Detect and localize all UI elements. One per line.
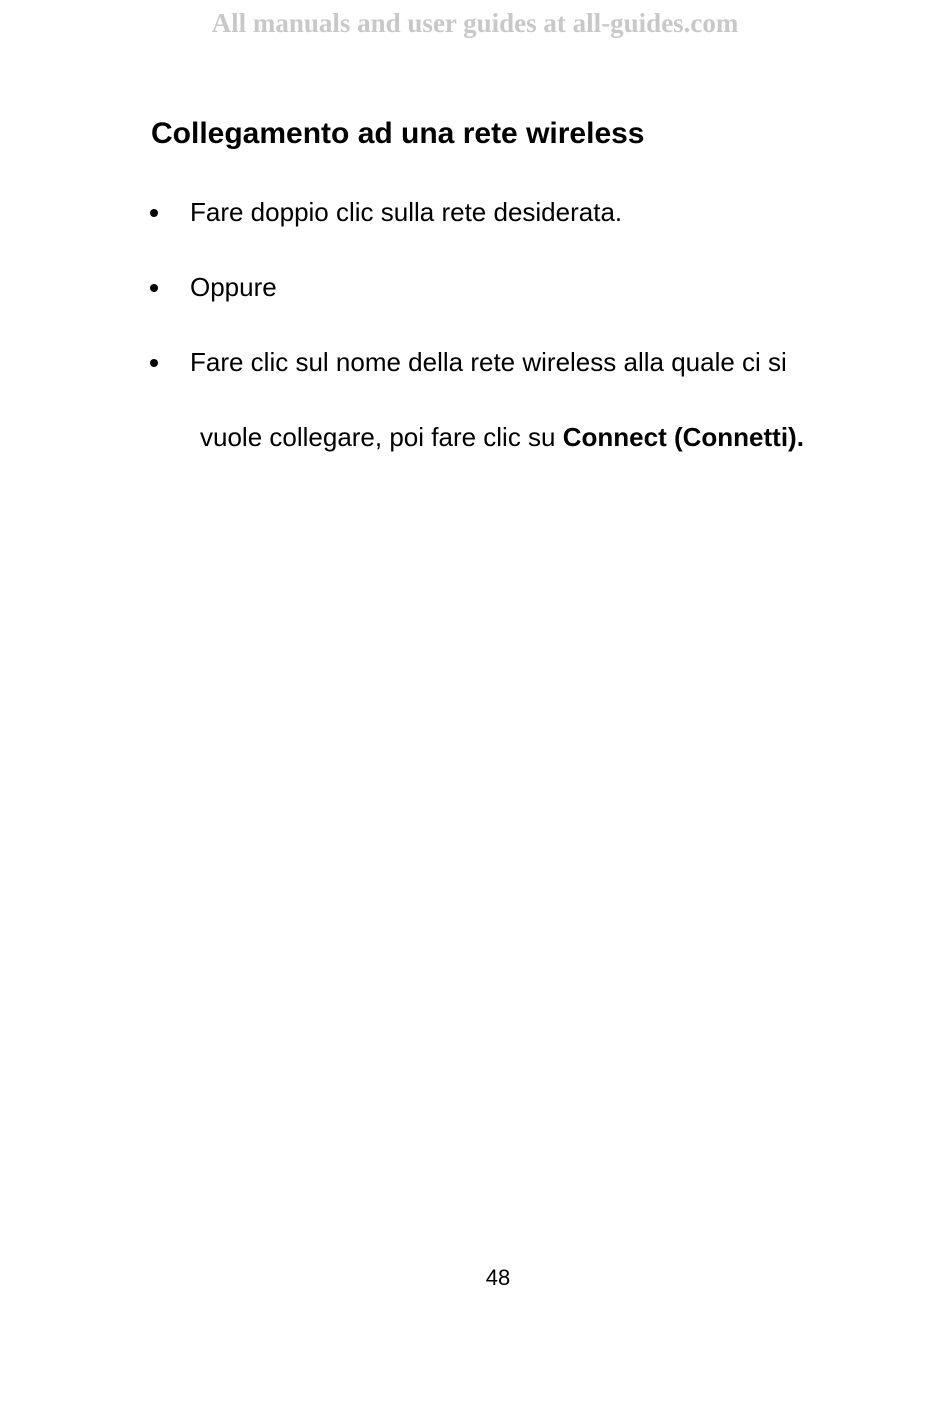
list-item-text: Fare clic sul nome della rete wireless alla quale ci si — [190, 347, 787, 377]
section-heading: Collegamento ad una rete wireless — [151, 117, 645, 150]
list-item-text: Fare doppio clic sulla rete desiderata. — [190, 197, 623, 227]
continuation-text: vuole collegare, poi fare clic su — [200, 422, 563, 452]
connect-label: Connect (Connetti). — [562, 422, 804, 452]
list-item-text: Oppure — [190, 272, 277, 302]
bullet-icon — [150, 359, 158, 367]
watermark-text: All manuals and user guides at all-guides.com — [211, 8, 739, 38]
bullet-icon — [150, 284, 158, 292]
page-number: 48 — [485, 1265, 511, 1290]
bullet-icon — [150, 209, 158, 217]
list-item-continuation — [200, 422, 804, 453]
